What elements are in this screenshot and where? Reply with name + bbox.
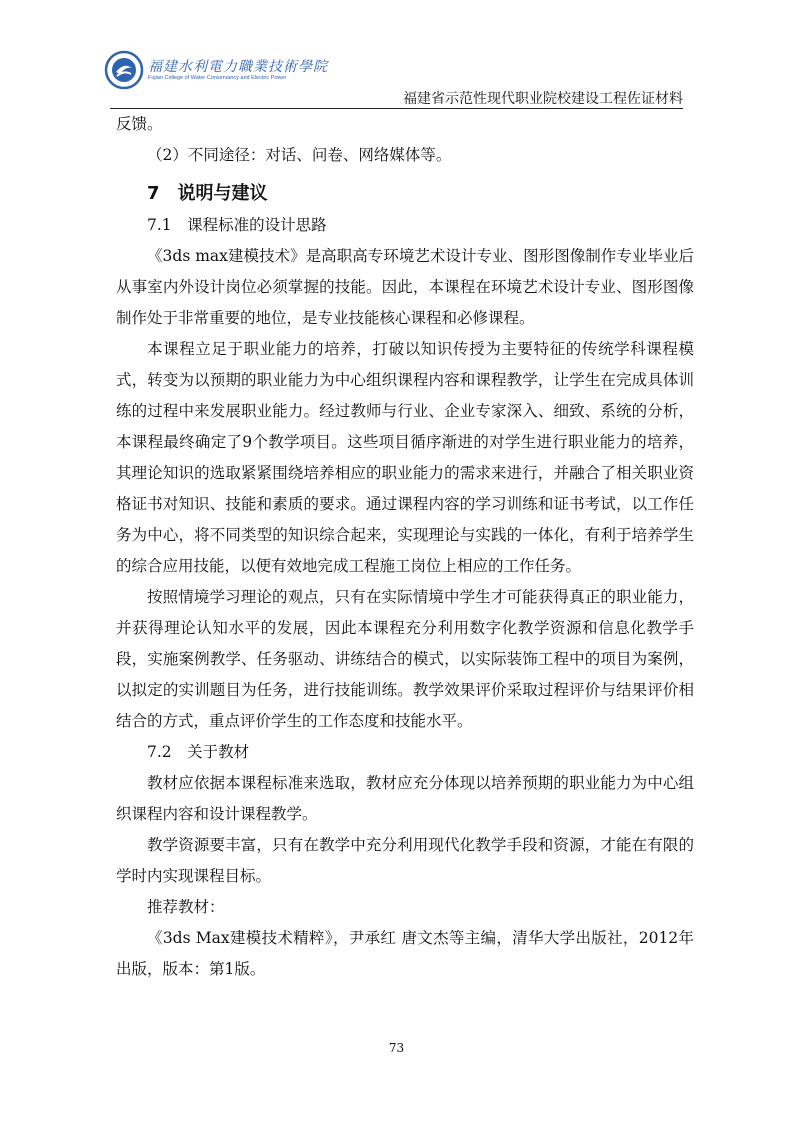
- section-heading: 7 说明与建议: [147, 183, 268, 204]
- header-title: 福建省示范性现代职业院校建设工程佐证材料: [403, 91, 683, 107]
- page-number: 73: [388, 1041, 405, 1055]
- paragraph: 《3ds Max建模技术精粹》，尹承红 唐文杰等主编，清华大学出版社，2012年出版，版本：第1版。: [116, 929, 694, 978]
- college-logo: [104, 50, 328, 92]
- paragraph: 教材应依据本课程标准来选取，教材应充分体现以培养预期的职业能力为中心组织课程内容和设计课程教学。: [116, 774, 694, 823]
- paragraph: 按照情境学习理论的观点，只有在实际情境中学生才可能获得真正的职业能力，并获得理论认知水平的发展，因此本课程充分利用数字化教学资源和信息化教学手段，实施案例教学、任务驱动、讲练结合的模式，以实际装饰工程中的项目为案例，以拟定的实训题目为任务，进行技能训练。教学效果评价采取过程评价与结果评价相结合的方式，重点评价学生的工作态度和技能水平。: [116, 588, 694, 730]
- college-name-en: Fujian College of Water Conservancy and Electric Power: [148, 75, 287, 81]
- college-name-cn: 福建水利電力職業技術學院: [148, 59, 328, 75]
- subsection-heading: 7.1 课程标准的设计思路: [147, 216, 327, 234]
- paragraph: （2）不同途径：对话、问卷、网络媒体等。: [147, 146, 452, 164]
- paragraph: 推荐教材：: [147, 898, 225, 916]
- college-emblem-icon: [104, 50, 144, 90]
- paragraph: 反馈。: [116, 115, 163, 133]
- subsection-heading: 7.2 关于教材: [147, 743, 250, 761]
- document-body: [116, 109, 694, 985]
- paragraph: 本课程立足于职业能力的培养，打破以知识传授为主要特征的传统学科课程模式，转变为以预期的职业能力为中心组织课程内容和课程教学，让学生在完成具体训练的过程中来发展职业能力。经过教师与行业、企业专家深入、细致、系统的分析，本课程最终确定了9个教学项目。这些项目循序渐进的对学生进行职业能力的培养，其理论知识的选取紧紧围绕培养相应的职业能力的需求来进行，并融合了相关职业资格证书对知识、技能和素质的要求。通过课程内容的学习训练和证书考试，以工作任务为中心，将不同类型的知识综合起来，实现理论与实践的一体化，有利于培养学生的综合应用技能，以便有效地完成工程施工岗位上相应的工作任务。: [116, 340, 694, 575]
- paragraph: 教学资源要丰富，只有在教学中充分利用现代化教学手段和资源，才能在有限的学时内实现课程目标。: [116, 836, 694, 885]
- paragraph: 《3ds max建模技术》是高职高专环境艺术设计专业、图形图像制作专业毕业后从事室内外设计岗位必须掌握的技能。因此，本课程在环境艺术设计专业、图形图像制作处于非常重要的地位，是专业技能核心课程和必修课程。: [116, 247, 694, 327]
